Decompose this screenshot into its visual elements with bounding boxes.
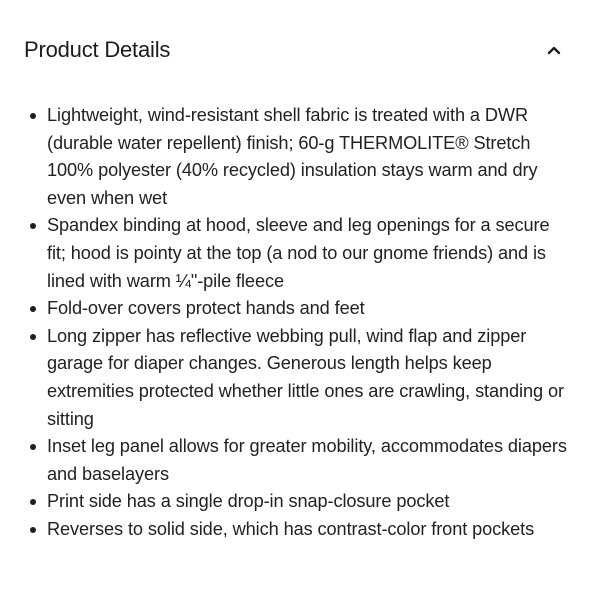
list-item-text: Long zipper has reflective webbing pull, wind flap and zipper garage for diaper changes. Generous length helps keep extremities protected whether little ones are crawling, standing or sitting [47,325,564,429]
list-item [28,323,568,433]
list-item [28,212,568,295]
list-item [28,102,568,212]
list-item-text: Inset leg panel allows for greater mobility, accommodates diapers and baselayers [47,436,567,484]
section-title: Product Details [24,37,171,62]
bullet-icon [30,499,36,505]
chevron-up-icon[interactable] [544,40,564,60]
list-item-text: Lightweight, wind-resistant shell fabric is treated with a DWR (durable water repellent) finish; 60-g THERMOLITE® Stretch 100% polyester (40% recycled) insulation stays warm and dry even when wet [47,105,538,208]
bullet-icon [30,113,36,119]
bullet-icon [30,444,36,450]
list-item-text: Spandex binding at hood, sleeve and leg openings for a secure fit; hood is pointy at the top (a nod to our gnome friends) and is lined with warm ¼"-pile fleece [47,215,550,291]
bullet-icon [30,306,36,312]
list-item-text: Fold-over covers protect hands and feet [47,298,365,319]
bullet-icon [30,527,36,533]
bullet-icon [30,334,36,340]
bullet-icon [30,223,36,229]
list-item [28,516,568,544]
list-item [28,433,568,488]
list-item [28,295,568,323]
list-item-text: Print side has a single drop-in snap-closure pocket [47,491,450,512]
product-details-list [28,102,568,544]
list-item-text: Reverses to solid side, which has contrast-color front pockets [47,518,535,539]
list-item [28,488,568,516]
product-details-header[interactable] [24,30,560,70]
